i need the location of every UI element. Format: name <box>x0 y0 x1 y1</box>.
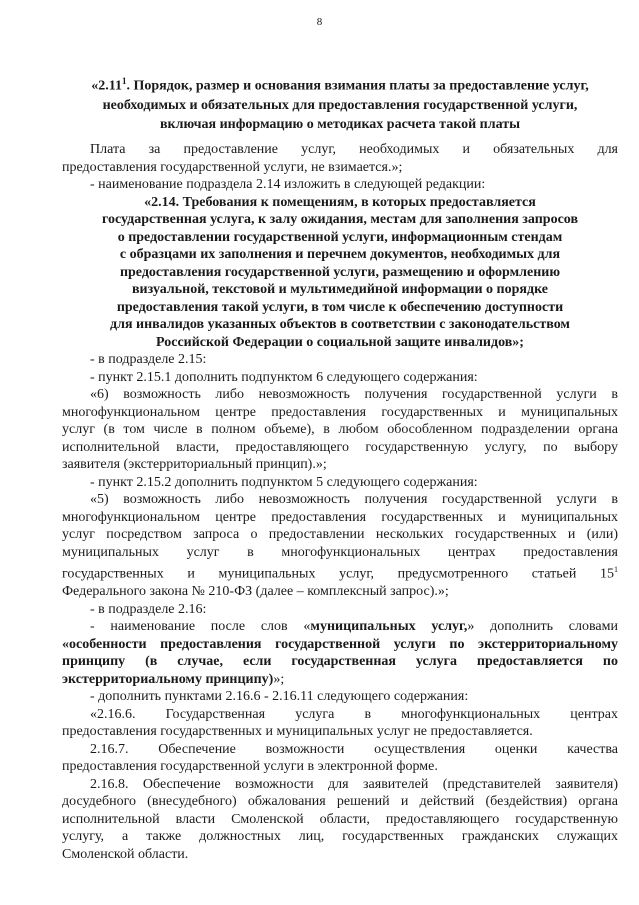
page-number: 8 <box>316 16 323 28</box>
heading-line-3: включая информацию о методиках расчета такой платы <box>159 116 521 132</box>
paragraph-2-16-8: 2.16.8. Обеспечение возможности для заявителей (представителей заявителя) досудебного (внесудебного) обжалования решений и действий (бездействия) органа исполнительной власти Смоленской области, предоставляющего государственную услугу, а также должностных лиц, государственных гражданских служащих Смоленской области. <box>62 776 618 862</box>
paragraph-rename-2-16: - наименование после слов «муниципальных услуг,» дополнить словами «особенности предоставления государственной услуги по экстерриториальному принципу (в случае, если государственная услуга предоставляется по экстерриториальному принципу)»; <box>62 619 618 687</box>
paragraph-subsection-2-15: - в подразделе 2.15: <box>90 352 207 367</box>
paragraph-item-5: «5) возможность либо невозможность получения государственной услуги в многофункциональном центре предоставления государственных и муниципальных услуг посредством запроса о предоставлении нескольких государственных и (или) муниципальных услуг в многофункциональных центрах предоставления государственных и муниципальных услуг, предусмотренного статьей $15^1$ Федерального закона № 210-ФЗ (далее – комплексный запрос).»; <box>62 492 618 600</box>
section-2-14-title: «2.14. Требования к помещениям, в которых предоставляется государственная услуга, к залу ожидания, местам для заполнения запросов о предоставлении государственной услуги, информационным стендам с образцами их заполнения и перечнем документов, необходимых для предоставления государственной услуги, размещению и оформлению визуальной, текстовой и мультимедийной информации о порядке предоставления такой услуги, в том числе к обеспечению доступности для инвалидов указанных объектов в соответствии с законодательством Российской Федерации о социальной защите инвалидов»; <box>101 194 579 350</box>
paragraph-add-items: - дополнить пунктами 2.16.6 - 2.16.11 следующего содержания: <box>90 689 469 705</box>
paragraph-2-15-2: - пункт 2.15.2 дополнить подпунктом 5 следующего содержания: <box>90 474 478 490</box>
paragraph-subsection-2-16: - в подразделе 2.16: <box>90 601 207 617</box>
paragraph-2-15-1: - пункт 2.15.1 дополнить подпунктом 6 следующего содержания: <box>90 369 478 385</box>
section-heading <box>60 72 620 134</box>
paragraph-2-14-rename: - наименование подраздела 2.14 изложить в следующей редакции: <box>90 177 486 192</box>
paragraph-item-6: «6) возможность либо невозможность получения государственной услуги в многофункциональном центре предоставления государственных и муниципальных услуг (в том числе в полном объеме), в любом обособленном подразделении органа исполнительной власти, предоставляющего государственную услугу, по выбору заявителя (экстерриториальный принцип).»; <box>62 387 618 472</box>
paragraph-2-16-7: 2.16.7. Обеспечение возможности осуществления оценки качества предоставления государственной услуги в электронной форме. <box>62 741 618 775</box>
heading-line-1: «2.11$^1$. Порядок, размер и основания взимания платы за предоставление услуг, <box>91 76 589 94</box>
document-body <box>62 141 618 863</box>
paragraph-2-16-6: «2.16.6. Государственная услуга в многофункциональных центрах предоставления государственных и муниципальных услуг не предоставляется. <box>62 706 618 740</box>
paragraph-fee: Плата за предоставление услуг, необходимых и обязательных для предоставления государственной услуги, не взимается.»; <box>62 142 618 175</box>
heading-line-2: необходимых и обязательных для предоставления государственной услуги, <box>102 97 578 113</box>
